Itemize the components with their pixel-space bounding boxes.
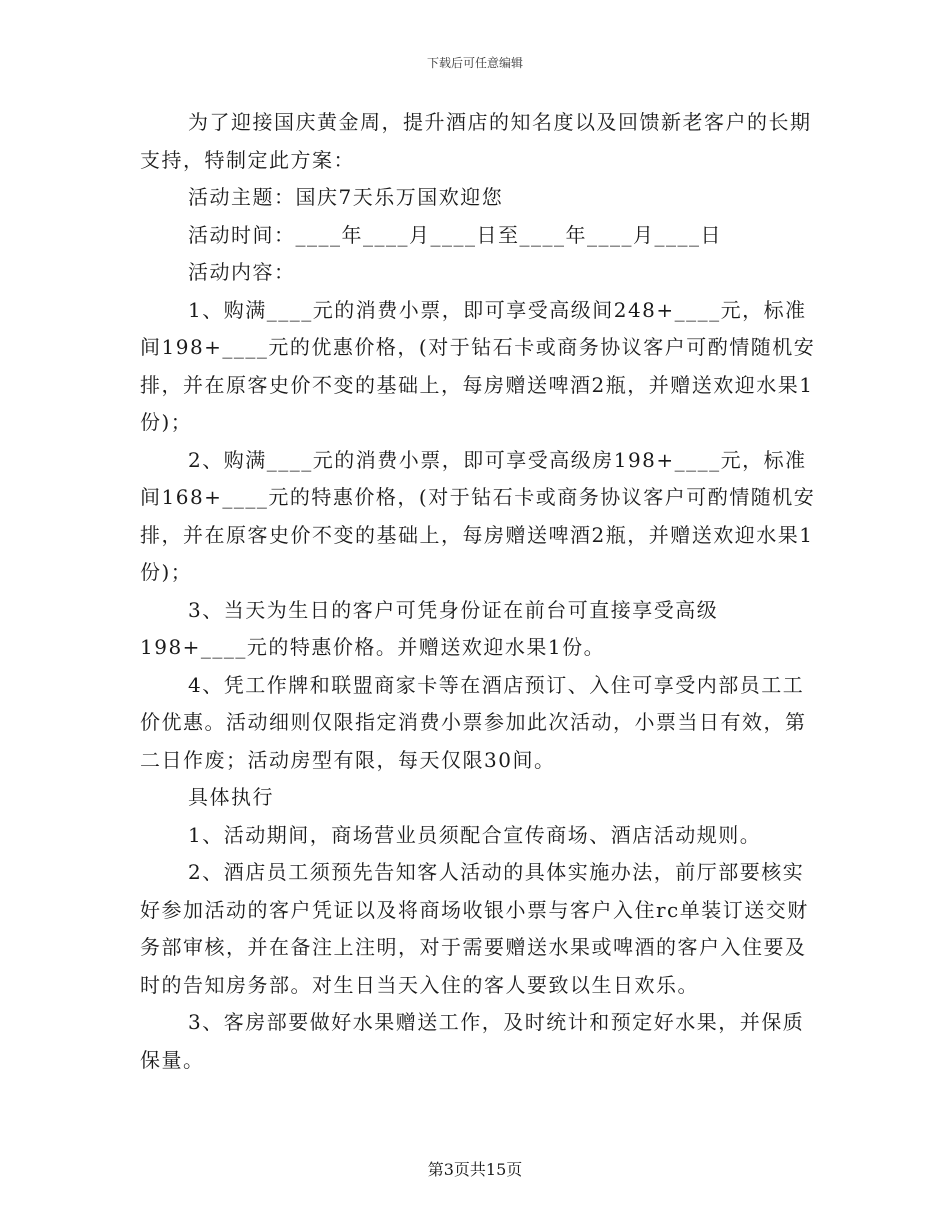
content-item-2: 2、购满____元的消费小票，即可享受高级房198+____元，标准间168+____元的特惠价格，(对于钻石卡或商务协议客户可酌情随机安排，并在原客史价不变的基础上，每房赠送啤酒2瓶，并赠送欢迎水果1份)； <box>140 447 816 584</box>
theme-line: 活动主题：国庆7天乐万国欢迎您 <box>188 185 504 209</box>
intro-paragraph: 为了迎接国庆黄金周，提升酒店的知名度以及回馈新老客户的长期支持，特制定此方案： <box>140 110 812 172</box>
content-item-1: 1、购满____元的消费小票，即可享受高级间248+____元，标准间198+____元的优惠价格，(对于钻石卡或商务协议客户可酌情随机安排，并在原客史价不变的基础上，每房赠送啤酒2瓶，并赠送欢迎水果1份)； <box>140 297 816 434</box>
execution-item-1: 1、活动期间，商场营业员须配合宣传商场、酒店活动规则。 <box>188 822 762 847</box>
content-item-3: 3、当天为生日的客户可凭身份证在前台可直接享受高级198+____元的特惠价格。并赠送欢迎水果1份。 <box>140 597 719 659</box>
time-line: 活动时间：____年____月____日至____年____月____日 <box>188 222 722 247</box>
page-footer: 第3页共15页 <box>427 1160 523 1179</box>
execution-heading: 具体执行 <box>188 785 274 809</box>
page-header: 下载后可任意编辑 <box>426 56 523 70</box>
document-body <box>140 104 820 1079</box>
content-item-4: 4、凭工作牌和联盟商家卡等在酒店预订、入住可享受内部员工工价优惠。活动细则仅限指定消费小票参加此次活动，小票当日有效，第二日作废；活动房型有限，每天仅限30间。 <box>140 672 807 772</box>
content-heading: 活动内容： <box>188 260 296 284</box>
execution-item-2: 2、酒店员工须预先告知客人活动的具体实施办法，前厅部要核实好参加活动的客户凭证以及将商场收银小票与客户入住rc单装订送交财务部审核，并在备注上注明，对于需要赠送水果或啤酒的客户入住要及时的告知房务部。对生日当天入住的客人要致以生日欢乐。 <box>140 860 809 997</box>
execution-item-3: 3、客房部要做好水果赠送工作，及时统计和预定好水果，并保质保量。 <box>140 1010 805 1072</box>
